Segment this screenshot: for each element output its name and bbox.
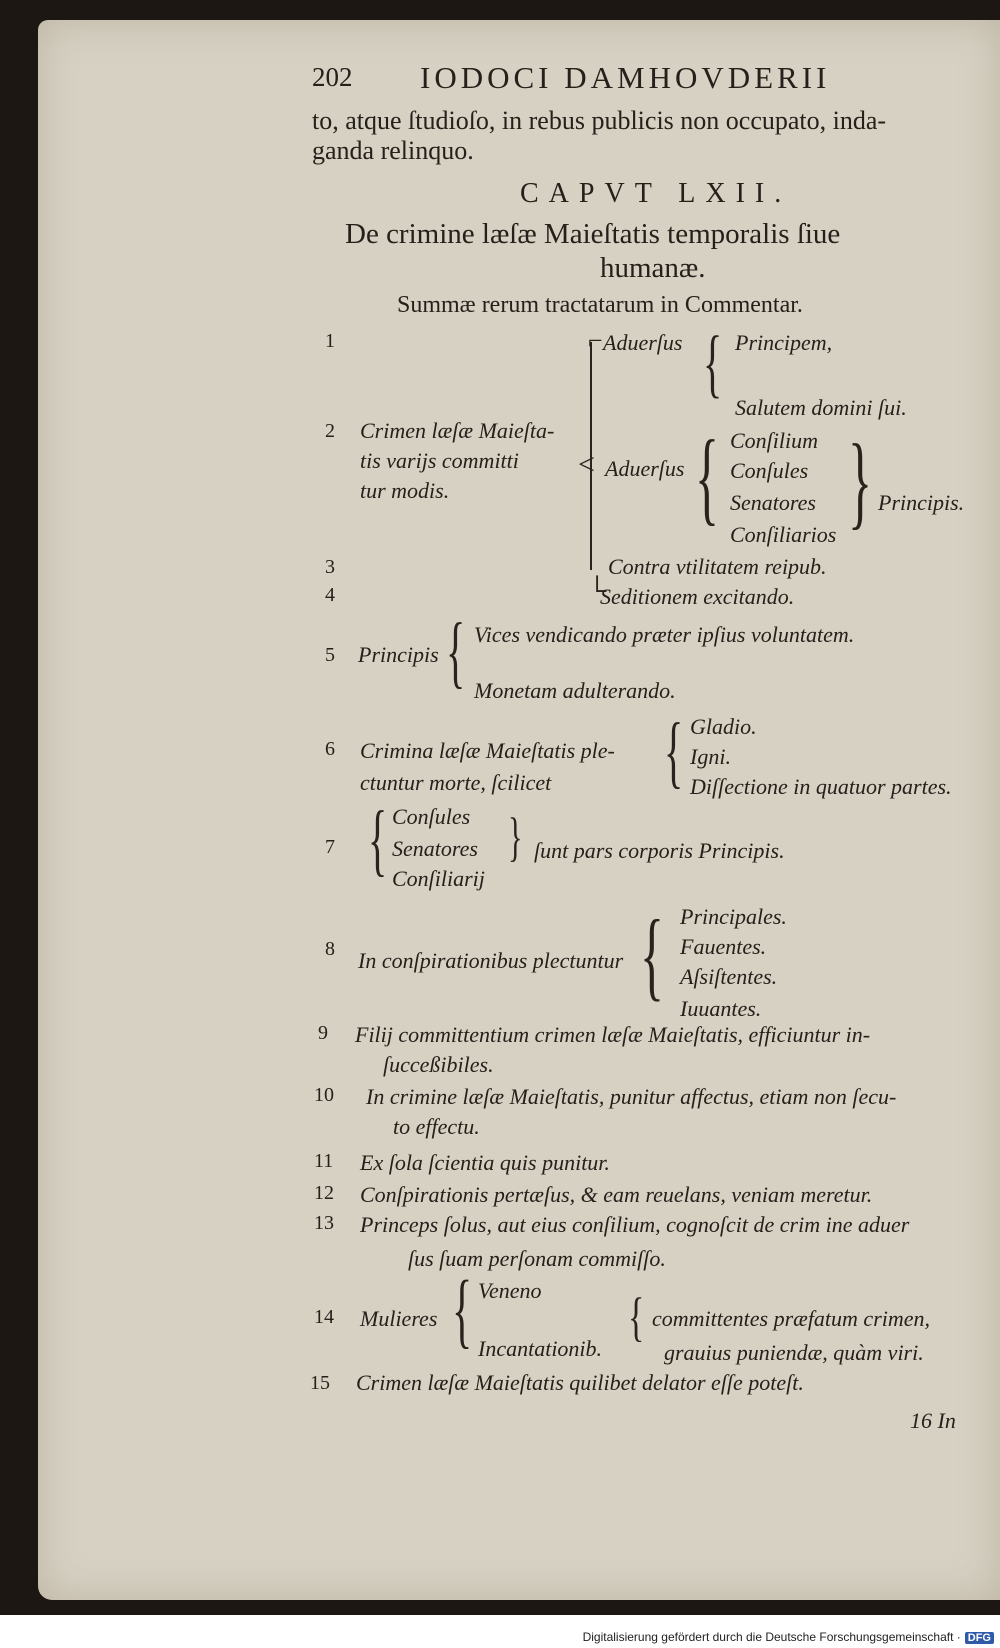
entry-14-text-line-2: grauius puniendæ, quàm viri. (664, 1340, 924, 1365)
entry-6-item-3: Diſſectione in quatuor partes. (690, 774, 952, 799)
chapter-title-line-1: De crimine læſæ Maieſtatis temporalis ſiue (345, 218, 841, 250)
entry-7-item-2: Senatores (392, 836, 478, 861)
entry-2-label-line-1: Crimen læſæ Maieſta- (360, 418, 555, 443)
footer-text: Digitalisierung gefördert durch die Deutsche Forschungsgemeinschaft · (582, 1630, 961, 1644)
dfg-logo: DFG (965, 1632, 994, 1644)
entry-15-text: Crimen læſæ Maieſtatis quilibet delator eſſe poteſt. (356, 1370, 804, 1395)
entry-11-text: Ex ſola ſcientia quis punitur. (360, 1150, 610, 1175)
entry-2-label-line-2: tis varijs committi (360, 448, 519, 473)
entry-7-right-brace: } (508, 808, 523, 868)
entry-number-5: 5 (325, 644, 335, 666)
entry-number-10: 10 (314, 1084, 334, 1106)
entry-2-label-line-3: tur modis. (360, 478, 450, 503)
entry-12-text: Conſpirationis pertæſus, & eam reuelans, veniam meretur. (360, 1182, 873, 1207)
entry-14-item-b: Incantationib. (478, 1336, 603, 1361)
page-number: 202 (312, 62, 353, 92)
intro-line-1: to, atque ſtudioſo, in rebus publicis non occupato, inda- (312, 106, 887, 135)
entry-7-item-3: Conſiliarij (392, 866, 485, 891)
chapter-heading: CAPVT LXII. (520, 178, 792, 209)
entry-14-label: Mulieres (360, 1306, 438, 1331)
entry-1-salutem: Salutem domini ſui. (735, 395, 907, 420)
entry-10-line-2: to effectu. (393, 1114, 480, 1139)
entry-3-text: Contra vtilitatem reipub. (608, 554, 827, 579)
entry-6-label-line-2: ctuntur morte, ſcilicet (360, 770, 552, 795)
entry-14-text-line-1: committentes præfatum crimen, (652, 1306, 931, 1331)
entry-8-item-2: Fauentes. (680, 934, 767, 959)
entry-7-brace: { (368, 794, 388, 884)
bracket-top-hook: ⌐ (588, 326, 603, 355)
entry-14-right-brace: { (628, 1288, 645, 1348)
entry-2-left-angle: < (578, 448, 595, 481)
bracket-bottom-hook: └ (588, 576, 607, 605)
entry-number-13: 13 (314, 1212, 334, 1234)
entry-number-9: 9 (318, 1022, 328, 1044)
entry-5-label: Principis (358, 642, 439, 667)
entry-7-item-1: Conſules (392, 804, 471, 829)
digitization-footer (0, 1630, 994, 1648)
entry-13-line-1: Princeps ſolus, aut eius conſilium, cognoſcit de crim ine aduer (360, 1212, 910, 1237)
entry-number-4: 4 (325, 584, 335, 606)
entry-5-item-b: Monetam adulterando. (474, 678, 676, 703)
entry-6-brace: { (664, 706, 684, 796)
entry-8-label: In conſpirationibus plectuntur (358, 948, 624, 973)
entry-2-item-1: Conſilium (730, 428, 819, 453)
entry-number-8: 8 (325, 938, 335, 960)
entry-8-item-1: Principales. (680, 904, 787, 929)
entry-number-7: 7 (325, 836, 335, 858)
entry-2-right-brace: } (848, 421, 872, 540)
entry-1-principem: Principem, (735, 330, 833, 355)
entry-2-against: Aduerſus (605, 456, 685, 481)
entry-9-line-2: ſucceßibiles. (383, 1052, 494, 1077)
entry-10-line-1: In crimine læſæ Maieſtatis, punitur affectus, etiam non ſecu- (366, 1084, 897, 1109)
entry-1-brace: { (703, 320, 723, 406)
entry-number-12: 12 (314, 1182, 334, 1204)
entry-8-brace: { (640, 898, 664, 1010)
catchword: 16 In (910, 1408, 956, 1433)
entry-4-text: Seditionem excitando. (600, 584, 795, 609)
entry-2-item-2: Conſules (730, 458, 809, 483)
entry-8-item-4: Iuuantes. (680, 996, 762, 1021)
entry-6-item-2: Igni. (690, 744, 731, 769)
entry-number-14: 14 (314, 1306, 334, 1328)
entry-5-brace: { (446, 606, 466, 696)
entry-2-brace: { (695, 417, 719, 536)
chapter-title-line-2: humanæ. (600, 252, 706, 284)
entry-14-item-a: Veneno (478, 1278, 542, 1303)
entry-number-3: 3 (325, 556, 335, 578)
entry-number-1: 1 (325, 330, 335, 352)
entry-8-item-3: Aſsiſtentes. (680, 964, 778, 989)
summary-heading: Summæ rerum tractatarum in Commentar. (397, 292, 803, 318)
entry-9-line-1: Filij committentium crimen læſæ Maieſtatis, efficiuntur in- (355, 1022, 871, 1047)
entry-5-item-a: Vices vendicando præter ipſius voluntatem. (474, 622, 855, 647)
entry-number-15: 15 (310, 1372, 330, 1394)
entry-2-item-4: Conſiliarios (730, 522, 837, 547)
entry-number-6: 6 (325, 738, 335, 760)
running-title: IODOCI DAMHOVDERII (420, 60, 831, 95)
entry-1-against: Aduerſus (603, 330, 683, 355)
entry-number-2: 2 (325, 420, 335, 442)
entry-13-line-2: ſus ſuam perſonam commiſſo. (408, 1246, 666, 1271)
entry-2-item-3: Senatores (730, 490, 816, 515)
entry-6-label-line-1: Crimina læſæ Maieſtatis ple- (360, 738, 615, 763)
entry-14-brace: { (452, 1266, 473, 1358)
intro-line-2: ganda relinquo. (312, 136, 474, 165)
entry-2-principis: Principis. (878, 490, 965, 515)
entry-6-item-1: Gladio. (690, 714, 757, 739)
entry-7-text: ſunt pars corporis Principis. (534, 838, 785, 863)
entry-number-11: 11 (314, 1150, 334, 1172)
